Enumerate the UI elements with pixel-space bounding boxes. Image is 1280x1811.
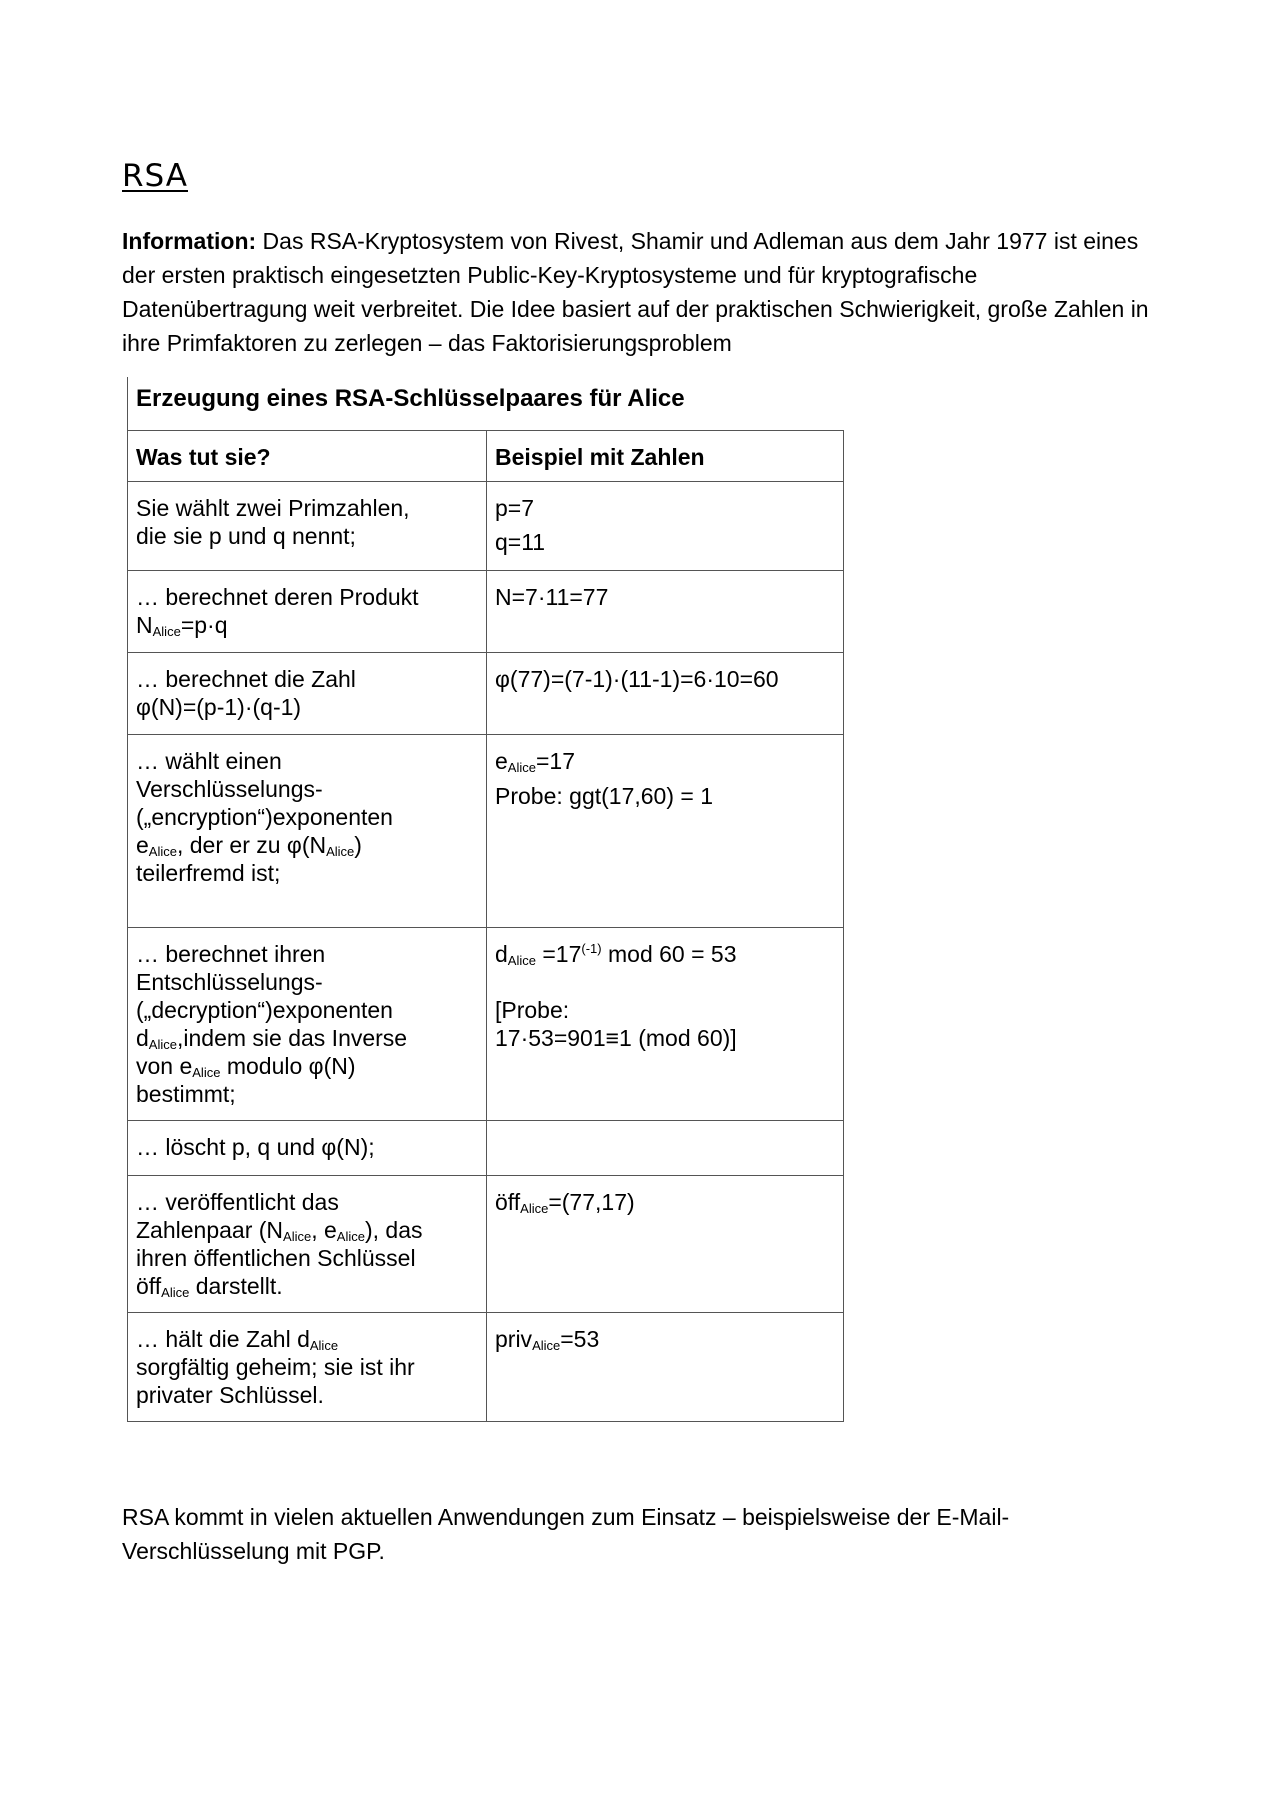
step-cell xyxy=(128,482,487,571)
table-row xyxy=(128,482,844,571)
closing-paragraph: RSA kommt in vielen aktuellen Anwendungen zum Einsatz – beispielsweise der E-Mail-Verschlüsselung mit PGP. xyxy=(122,1504,1010,1564)
example-text: $e_{Alice}=17$ xyxy=(495,748,575,775)
example-cell xyxy=(487,735,844,928)
step-text: öff$_{Alice}$ darstellt. xyxy=(136,1273,283,1300)
step-text: φ(N)=(p-1)·(q-1) xyxy=(136,694,302,720)
step-text: … löscht p, q und φ(N); xyxy=(136,1134,375,1160)
step-text: $d_{Alice},indem$ sie das Inverse xyxy=(136,1025,408,1052)
step-text: teilerfremd ist; xyxy=(136,860,281,886)
step-cell xyxy=(128,735,487,928)
step-text: Entschlüsselungs- xyxy=(136,969,323,995)
step-text: … berechnet die Zahl xyxy=(136,666,356,692)
table-caption: Erzeugung eines RSA-Schlüsselpaares für Alice xyxy=(127,377,843,430)
rsa-keypair-table xyxy=(127,377,843,1422)
information-text: Das RSA-Kryptosystem von Rivest, Shamir und Adleman aus dem Jahr 1977 ist eines der ersten praktisch eingesetzten Public-Key-Kryptosysteme und für kryptografische Datenübertragung weit verbreitet. Die Idee basiert auf der praktischen Schwierigkeit, große Zahlen in ihre Primfaktoren zu zerlegen – das Faktorisierungsproblem xyxy=(122,228,1149,356)
information-label: Information: xyxy=(122,228,257,254)
header-what: Was tut sie? xyxy=(128,431,487,482)
step-text: privater Schlüssel. xyxy=(136,1382,324,1408)
step-text: Verschlüsselungs- xyxy=(136,776,323,802)
step-cell xyxy=(128,1121,487,1176)
step-text: Sie wählt zwei Primzahlen, xyxy=(136,495,410,521)
example-cell xyxy=(487,1121,844,1176)
example-text: q=11 xyxy=(495,529,546,555)
step-cell xyxy=(128,1313,487,1422)
example-text: N=7·11=77 xyxy=(495,584,609,610)
step-text: sorgfältig geheim; sie ist ihr xyxy=(136,1354,415,1380)
table-row xyxy=(128,1176,844,1313)
step-text: („encryption“)exponenten xyxy=(136,804,393,830)
header-example: Beispiel mit Zahlen xyxy=(487,431,844,482)
table-row xyxy=(128,653,844,735)
example-cell xyxy=(487,482,844,571)
step-text: ihren öffentlichen Schlüssel xyxy=(136,1245,416,1271)
example-text: Probe: ggt(17,60) = 1 xyxy=(495,783,714,809)
example-cell xyxy=(487,571,844,653)
table-header-row xyxy=(128,431,844,482)
example-cell xyxy=(487,928,844,1121)
step-text: Zahlenpaar ($N_{Alice}$, $e_{Alice}$), das xyxy=(136,1217,423,1244)
table-row xyxy=(128,735,844,928)
table-row xyxy=(128,928,844,1121)
step-text: $N_{Alice}=p\cdot q$ xyxy=(136,612,228,639)
step-cell xyxy=(128,653,487,735)
table-row xyxy=(128,1121,844,1176)
step-text: … berechnet ihren xyxy=(136,941,326,967)
example-text: [Probe: xyxy=(495,997,570,1023)
step-cell xyxy=(128,928,487,1121)
example-text: 17·53=901≡1 (mod 60)] xyxy=(495,1025,737,1051)
step-text: bestimmt; xyxy=(136,1081,236,1107)
step-text: von $e_{Alice}$ modulo φ(N) xyxy=(136,1053,356,1080)
example-text: öff$_{Alice}$=(77,17) xyxy=(495,1189,635,1216)
table-row xyxy=(128,1313,844,1422)
example-text: φ(77)=(7-1)·(11-1)=6·10=60 xyxy=(495,666,779,692)
information-paragraph xyxy=(122,224,1162,360)
step-text: die sie p und q nennt; xyxy=(136,523,356,549)
step-text: („decryption“)exponenten xyxy=(136,997,393,1023)
step-text: … veröffentlicht das xyxy=(136,1189,339,1215)
step-text: … hält die Zahl $d_{Alice}$ xyxy=(136,1326,339,1353)
example-text: $d_{Alice} =17^{(-1)}$ mod 60 = 53 xyxy=(495,941,737,968)
step-text: … berechnet deren Produkt xyxy=(136,584,419,610)
example-cell xyxy=(487,1176,844,1313)
example-cell xyxy=(487,1313,844,1422)
step-cell xyxy=(128,571,487,653)
step-text: … wählt einen xyxy=(136,748,282,774)
example-text: p=7 xyxy=(495,495,535,521)
page-title: RSA xyxy=(122,158,188,194)
step-text: $e_{Alice}$, der er zu $\varphi(N_{Alice})$ xyxy=(136,832,362,859)
example-text: priv$_{Alice}$=53 xyxy=(495,1326,600,1353)
table-row xyxy=(128,571,844,653)
example-cell xyxy=(487,653,844,735)
step-cell xyxy=(128,1176,487,1313)
